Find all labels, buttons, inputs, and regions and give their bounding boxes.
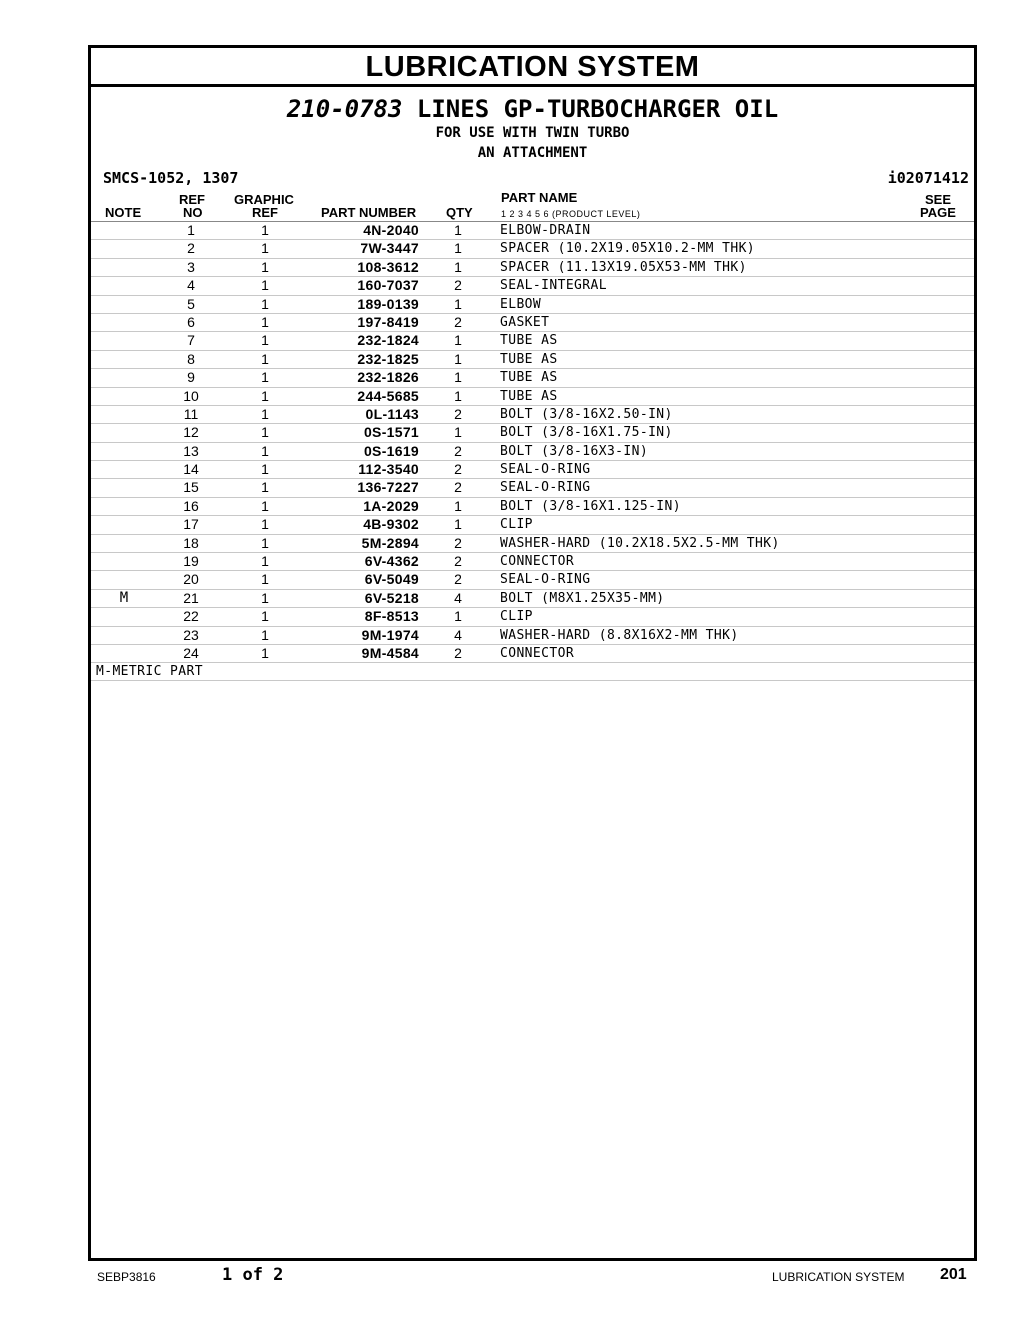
row-part-name: SPACER (11.13X19.05X53-MM THK) <box>500 259 747 275</box>
row-graphic-ref: 1 <box>261 369 269 386</box>
row-graphic-ref: 1 <box>261 497 269 514</box>
group-number: 210-0783 <box>286 95 403 123</box>
row-part-name: SEAL-O-RING <box>500 462 591 478</box>
table-row <box>91 314 974 332</box>
row-qty: 2 <box>454 534 462 551</box>
row-graphic-ref: 1 <box>261 295 269 312</box>
table-row <box>91 296 974 314</box>
table-row <box>91 443 974 461</box>
row-ref-no: 21 <box>183 589 199 606</box>
row-part-number: 0S-1571 <box>363 424 419 441</box>
table-row <box>91 479 974 497</box>
row-part-name: TUBE AS <box>500 388 558 404</box>
table-row <box>91 332 974 350</box>
row-part-number: 232-1826 <box>357 369 419 386</box>
row-ref-no: 23 <box>183 626 199 643</box>
row-ref-no: 18 <box>183 534 199 551</box>
footer-page-of: 1 of 2 <box>222 1265 284 1285</box>
page-footer <box>0 1265 1020 1289</box>
row-ref-no: 12 <box>183 424 199 441</box>
row-part-name: BOLT (M8X1.25X35-MM) <box>500 590 665 606</box>
row-qty: 2 <box>454 405 462 422</box>
row-qty: 2 <box>454 461 462 478</box>
header-part-number: PART NUMBER <box>321 205 417 220</box>
table-row <box>91 424 974 442</box>
table-row <box>91 535 974 553</box>
row-qty: 2 <box>454 571 462 588</box>
row-part-name: CLIP <box>500 517 533 533</box>
row-part-name: SEAL-O-RING <box>500 480 591 496</box>
header-see-top: SEE <box>925 192 952 207</box>
table-row <box>91 516 974 534</box>
row-graphic-ref: 1 <box>261 222 269 238</box>
row-graphic-ref: 1 <box>261 571 269 588</box>
smcs-code: SMCS-1052, 1307 <box>103 169 239 187</box>
table-header <box>91 191 974 222</box>
header-part-name: PART NAME <box>501 190 578 205</box>
group-subtitle-line: AN ATTACHMENT <box>477 145 588 161</box>
row-part-number: 4B-9302 <box>363 516 419 533</box>
row-ref-no: 22 <box>183 608 199 625</box>
row-part-number: 1A-2029 <box>363 497 419 514</box>
row-part-number: 232-1825 <box>357 350 419 367</box>
row-qty: 4 <box>454 589 462 606</box>
header-ref-bottom: NO <box>183 205 203 220</box>
row-graphic-ref: 1 <box>261 479 269 496</box>
row-ref-no: 11 <box>183 405 199 422</box>
row-ref-no: 10 <box>183 387 199 404</box>
row-part-number: 6V-5049 <box>364 571 419 588</box>
row-ref-no: 15 <box>183 479 199 496</box>
header-ref-top: REF <box>179 192 205 207</box>
header-see-bottom: PAGE <box>920 205 956 220</box>
footer-doc-id: SEBP3816 <box>97 1270 156 1284</box>
table-row <box>91 388 974 406</box>
row-part-number: 189-0139 <box>357 295 419 312</box>
header-product-levels: 1 2 3 4 5 6 (PRODUCT LEVEL) <box>501 209 641 219</box>
group-title <box>91 95 974 123</box>
row-ref-no: 1 <box>187 222 195 238</box>
row-qty: 1 <box>454 387 462 404</box>
table-row <box>91 553 974 571</box>
row-part-number: 136-7227 <box>357 479 419 496</box>
row-qty: 1 <box>454 516 462 533</box>
header-graphic-top: GRAPHIC <box>234 192 294 207</box>
table-row <box>91 461 974 479</box>
row-part-number: 6V-4362 <box>364 553 419 570</box>
group-subtitle-line: FOR USE WITH TWIN TURBO <box>435 125 630 141</box>
row-graphic-ref: 1 <box>261 350 269 367</box>
group-name: LINES GP-TURBOCHARGER OIL <box>416 95 779 123</box>
row-part-number: 4N-2040 <box>363 222 419 238</box>
row-part-name: TUBE AS <box>500 333 558 349</box>
row-ref-no: 16 <box>183 497 199 514</box>
row-part-name: BOLT (3/8-16X2.50-IN) <box>500 406 673 422</box>
row-part-name: CLIP <box>500 609 533 625</box>
row-part-name: WASHER-HARD (8.8X16X2-MM THK) <box>500 627 739 643</box>
section-title: LUBRICATION SYSTEM <box>91 48 974 87</box>
footer-page-number: 201 <box>940 1266 967 1283</box>
row-part-number: 232-1824 <box>357 332 419 349</box>
table-row <box>91 627 974 645</box>
row-qty: 1 <box>454 295 462 312</box>
row-ref-no: 13 <box>183 442 199 459</box>
row-part-name: GASKET <box>500 314 550 330</box>
row-part-number: 112-3540 <box>358 461 419 478</box>
table-row <box>91 590 974 608</box>
row-part-name: ELBOW <box>500 296 542 312</box>
row-ref-no: 20 <box>183 571 199 588</box>
row-part-number: 8F-8513 <box>364 608 419 625</box>
row-ref-no: 9 <box>187 369 195 386</box>
row-graphic-ref: 1 <box>261 405 269 422</box>
row-qty: 1 <box>454 258 462 275</box>
row-graphic-ref: 1 <box>261 608 269 625</box>
row-part-name: BOLT (3/8-16X1.125-IN) <box>500 498 681 514</box>
row-ref-no: 14 <box>183 461 199 478</box>
row-part-number: 0S-1619 <box>363 442 419 459</box>
row-qty: 2 <box>454 313 462 330</box>
table-row <box>91 369 974 387</box>
row-graphic-ref: 1 <box>261 626 269 643</box>
row-part-number: 5M-2894 <box>361 534 419 551</box>
row-ref-no: 8 <box>187 350 195 367</box>
row-part-number: 6V-5218 <box>364 589 419 606</box>
row-part-number: 9M-4584 <box>361 644 419 661</box>
table-row <box>91 351 974 369</box>
row-part-name: WASHER-HARD (10.2X18.5X2.5-MM THK) <box>500 535 780 551</box>
row-note: M <box>119 589 129 606</box>
table-row <box>91 498 974 516</box>
illustration-id: i02071412 <box>887 169 969 187</box>
header-graphic-bottom: REF <box>252 205 278 220</box>
row-graphic-ref: 1 <box>261 534 269 551</box>
parts-table-body <box>91 222 974 663</box>
row-qty: 1 <box>454 424 462 441</box>
row-graphic-ref: 1 <box>261 461 269 478</box>
row-part-number: 7W-3447 <box>360 240 419 257</box>
row-part-number: 9M-1974 <box>361 626 419 643</box>
table-row <box>91 259 974 277</box>
row-part-number: 108-3612 <box>357 258 419 275</box>
row-graphic-ref: 1 <box>261 387 269 404</box>
row-qty: 4 <box>454 626 462 643</box>
row-qty: 1 <box>454 332 462 349</box>
row-part-name: BOLT (3/8-16X1.75-IN) <box>500 425 673 441</box>
row-part-number: 0L-1143 <box>365 405 419 422</box>
row-qty: 2 <box>454 479 462 496</box>
row-graphic-ref: 1 <box>261 424 269 441</box>
row-part-name: CONNECTOR <box>500 645 575 661</box>
row-part-name: SPACER (10.2X19.05X10.2-MM THK) <box>500 241 756 257</box>
table-row <box>91 277 974 295</box>
row-ref-no: 24 <box>183 644 199 661</box>
row-ref-no: 6 <box>187 313 195 330</box>
row-ref-no: 3 <box>187 258 195 275</box>
row-qty: 2 <box>454 553 462 570</box>
row-ref-no: 4 <box>187 277 195 294</box>
table-row <box>91 608 974 626</box>
row-graphic-ref: 1 <box>261 516 269 533</box>
row-qty: 1 <box>454 222 462 238</box>
row-graphic-ref: 1 <box>261 644 269 661</box>
row-ref-no: 19 <box>183 553 199 570</box>
row-part-number: 244-5685 <box>357 387 419 404</box>
row-ref-no: 2 <box>187 240 195 257</box>
header-note: NOTE <box>105 205 142 220</box>
row-graphic-ref: 1 <box>261 277 269 294</box>
footnote: M-METRIC PART <box>91 663 974 681</box>
header-qty: QTY <box>446 205 473 220</box>
table-row <box>91 645 974 663</box>
row-qty: 1 <box>454 369 462 386</box>
row-graphic-ref: 1 <box>261 258 269 275</box>
row-part-name: SEAL-O-RING <box>500 572 591 588</box>
table-row <box>91 406 974 424</box>
row-part-name: SEAL-INTEGRAL <box>500 278 607 294</box>
row-qty: 2 <box>454 644 462 661</box>
row-part-name: BOLT (3/8-16X3-IN) <box>500 443 649 459</box>
table-row <box>91 571 974 589</box>
row-graphic-ref: 1 <box>261 553 269 570</box>
footer-section: LUBRICATION SYSTEM <box>772 1270 905 1284</box>
row-ref-no: 7 <box>187 332 195 349</box>
row-part-name: TUBE AS <box>500 351 558 367</box>
row-part-name: ELBOW-DRAIN <box>500 223 591 238</box>
parts-page-frame <box>88 45 977 1261</box>
table-row <box>91 222 974 240</box>
row-graphic-ref: 1 <box>261 589 269 606</box>
row-part-name: TUBE AS <box>500 370 558 386</box>
row-qty: 2 <box>454 277 462 294</box>
table-row <box>91 240 974 258</box>
row-qty: 1 <box>454 350 462 367</box>
row-qty: 1 <box>454 240 462 257</box>
row-part-number: 160-7037 <box>357 277 419 294</box>
row-qty: 1 <box>454 608 462 625</box>
row-graphic-ref: 1 <box>261 313 269 330</box>
row-qty: 2 <box>454 442 462 459</box>
row-graphic-ref: 1 <box>261 442 269 459</box>
row-graphic-ref: 1 <box>261 332 269 349</box>
row-part-name: CONNECTOR <box>500 554 575 570</box>
row-qty: 1 <box>454 497 462 514</box>
row-graphic-ref: 1 <box>261 240 269 257</box>
row-ref-no: 5 <box>187 295 195 312</box>
row-ref-no: 17 <box>183 516 199 533</box>
smcs-row <box>91 169 974 191</box>
row-part-number: 197-8419 <box>357 313 419 330</box>
